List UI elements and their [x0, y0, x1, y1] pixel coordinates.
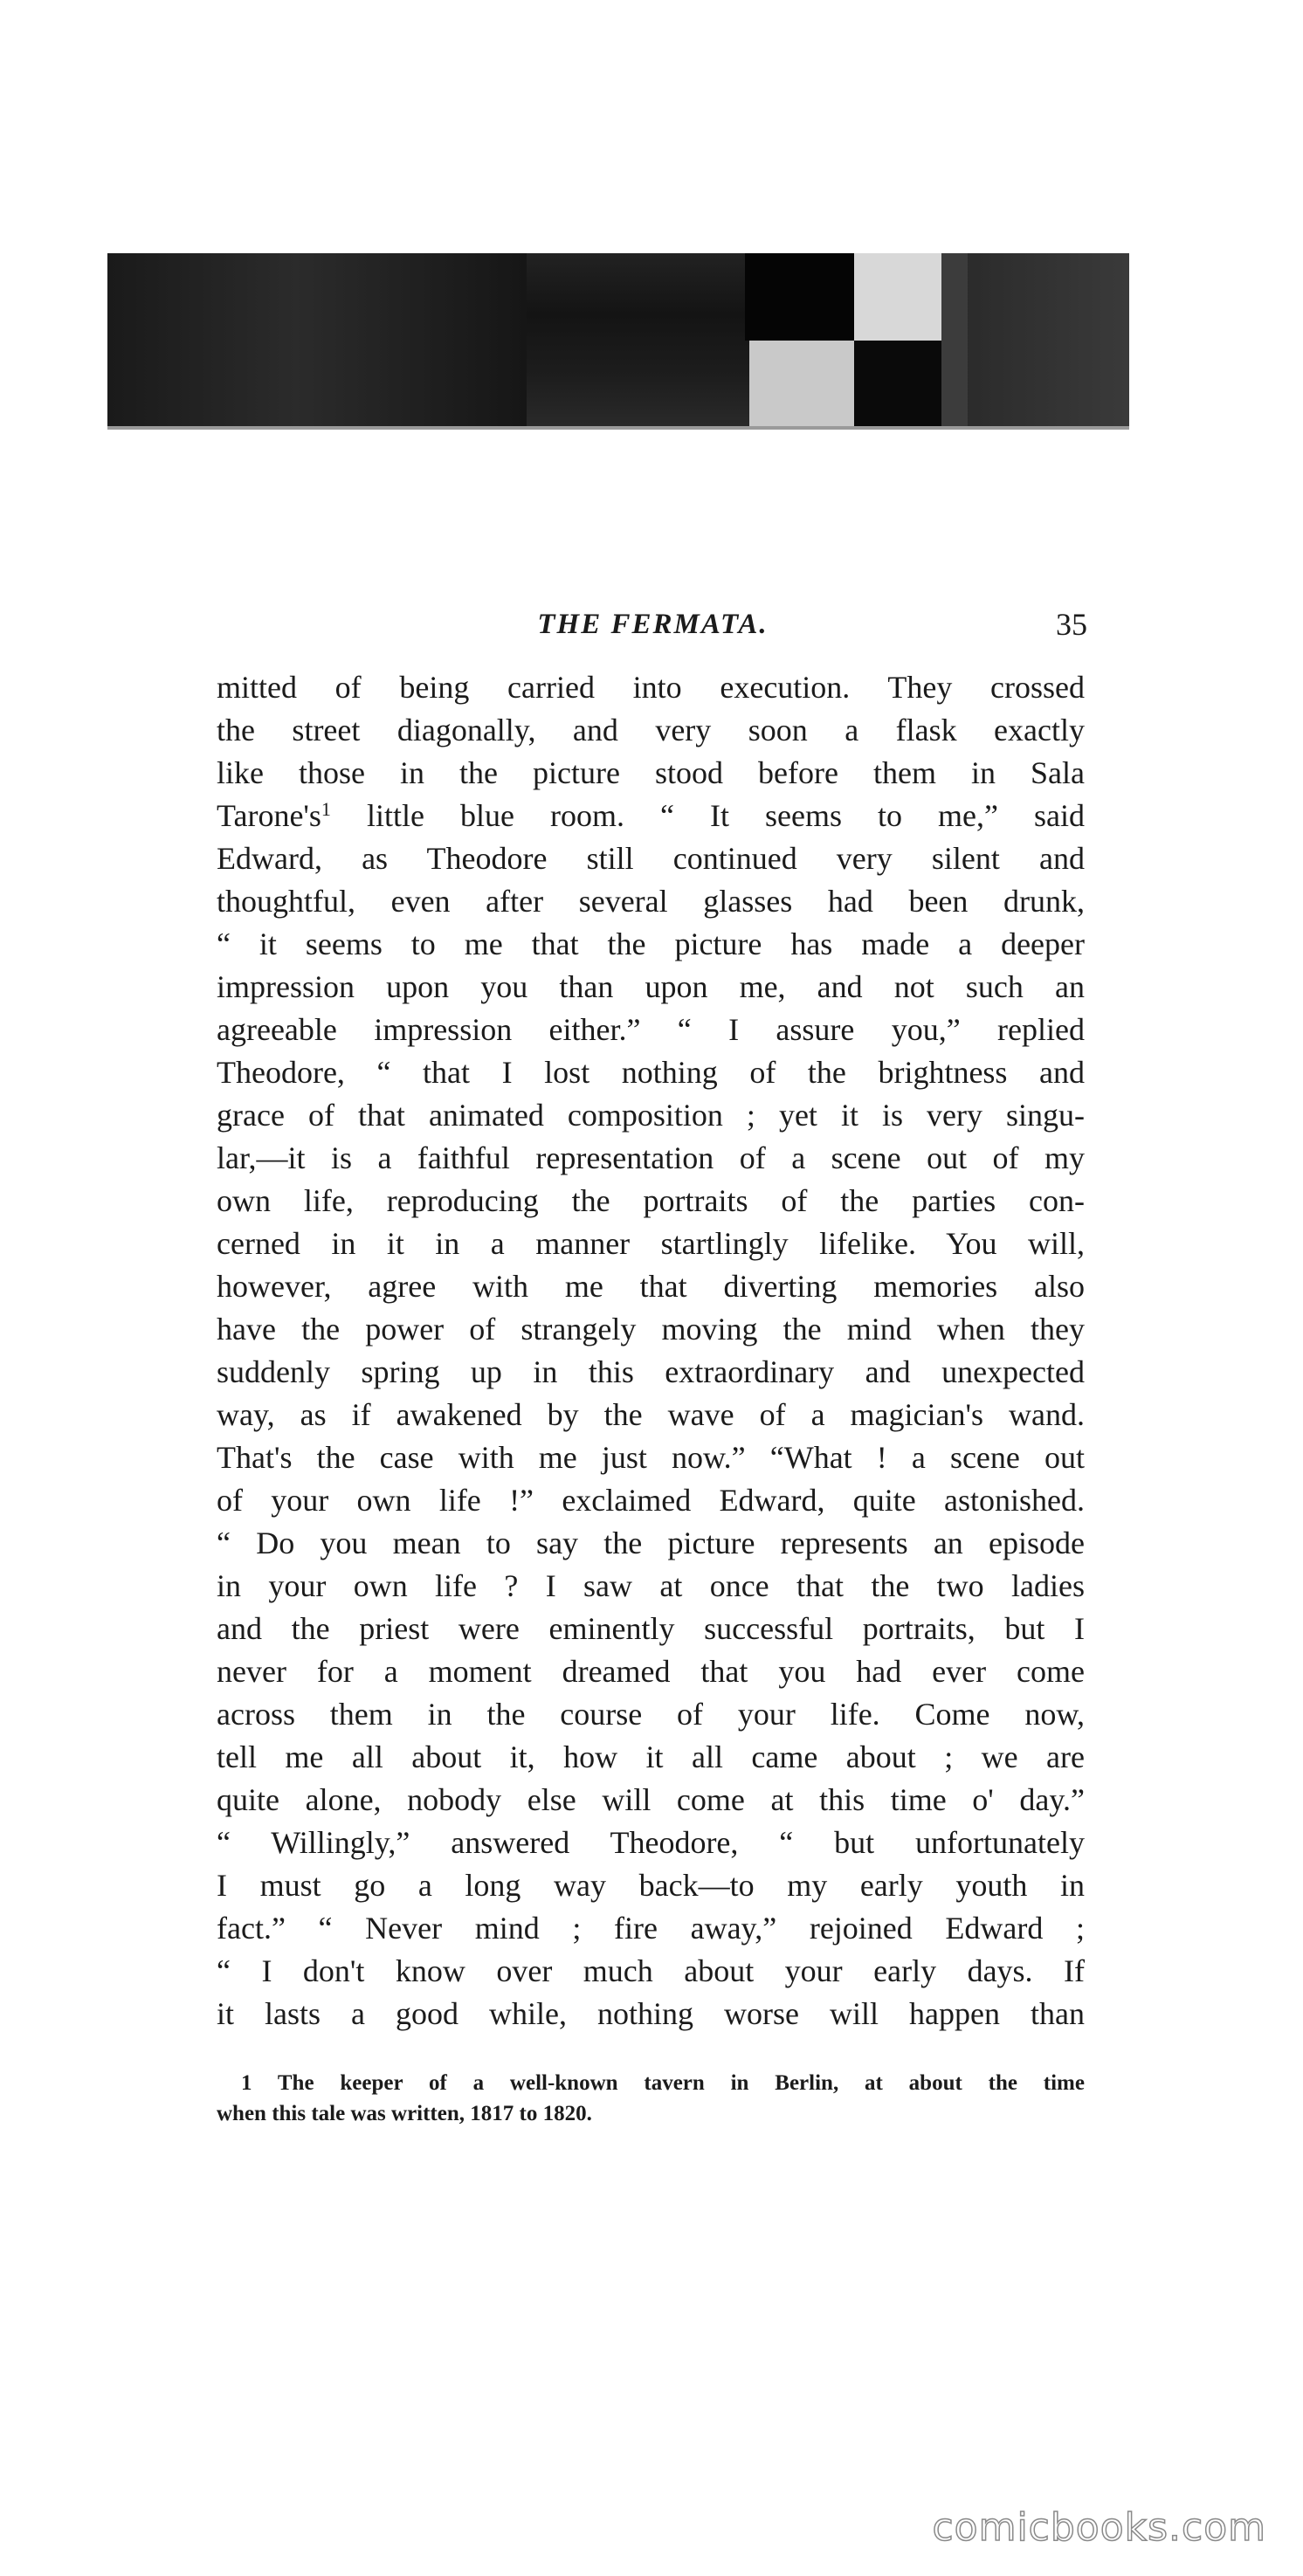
text-line: quite alone, nobody else will come at this time o' day.”	[217, 1782, 1085, 1817]
body-text	[217, 666, 1085, 2035]
text-line: impression upon you than upon me, and not such an	[217, 969, 1085, 1004]
running-head	[218, 603, 1087, 646]
text-line: mitted of being carried into execution. They crossed	[217, 670, 1085, 705]
text-line-start: Tarone's	[217, 798, 321, 833]
text-line: the street diagonally, and very soon a flask exactly	[217, 713, 1085, 747]
text-line: cerned in it in a manner startlingly lifelike. You will,	[217, 1226, 1085, 1261]
text-line: “ it seems to me that the picture has made a deeper	[217, 926, 1085, 961]
text-line: in your own life ? I saw at once that the two ladies	[217, 1568, 1085, 1603]
text-line: “ Willingly,” answered Theodore, “ but unfortunately	[217, 1825, 1085, 1860]
text-line: like those in the picture stood before them in Sala	[217, 755, 1085, 790]
text-line-rest: little blue room. “ It seems to me,” said	[366, 798, 1086, 833]
text-line: grace of that animated composition ; yet it is very singu-	[217, 1098, 1085, 1133]
band-light-block-lower	[749, 341, 854, 428]
text-line: across them in the course of your life. Come now,	[217, 1697, 1085, 1732]
band-rule	[107, 426, 1129, 430]
text-line: “ Do you mean to say the picture represents an episode	[217, 1526, 1085, 1560]
text-line: tell me all about it, how it all came about ; we are	[217, 1739, 1085, 1774]
footnote-marker: 1	[241, 2071, 252, 2095]
footnote	[217, 2068, 1085, 2129]
top-photograph-band	[107, 253, 1129, 428]
text-line: of your own life !” exclaimed Edward, quite astonished.	[217, 1483, 1085, 1518]
text-line: however, agree with me that diverting memories also	[217, 1269, 1085, 1304]
page-number: 35	[1056, 607, 1087, 642]
text-line: and the priest were eminently successful portraits, but I	[217, 1611, 1085, 1646]
text-line: Theodore, “ that I lost nothing of the brightness and	[217, 1055, 1085, 1090]
band-shading-left	[107, 253, 527, 428]
footnote-line	[217, 2068, 1085, 2098]
site-watermark: comicbooks.com	[932, 2505, 1266, 2550]
band-dark-block	[745, 253, 854, 341]
text-line: I must go a long way back—to my early youth in	[217, 1868, 1085, 1903]
footnote-line: when this tale was written, 1817 to 1820.	[217, 2102, 592, 2125]
footnote-reference: 1	[321, 798, 331, 820]
text-line: fact.” “ Never mind ; fire away,” rejoined Edward ;	[217, 1911, 1085, 1946]
text-line: thoughtful, even after several glasses had been drunk,	[217, 884, 1085, 919]
text-line: way, as if awakened by the wave of a magician's wand.	[217, 1397, 1085, 1432]
footnote-text: The keeper of a well-known tavern in Berlin, at about the time	[277, 2071, 1085, 2095]
text-line: agreeable impression either.” “ I assure you,” replied	[217, 1012, 1085, 1047]
band-light-block	[854, 253, 941, 341]
text-line	[217, 795, 1085, 837]
text-line: That's the case with me just now.” “What ! a scene out	[217, 1440, 1085, 1475]
text-line: lar,—it is a faithful representation of a scene out of my	[217, 1140, 1085, 1175]
text-line: own life, reproducing the portraits of the parties con-	[217, 1183, 1085, 1218]
band-grey-strip	[941, 253, 968, 428]
text-line: never for a moment dreamed that you had ever come	[217, 1654, 1085, 1689]
band-dark-block-lower	[854, 341, 950, 428]
text-line: “ I don't know over much about your early days. If	[217, 1953, 1085, 1988]
running-title: THE FERMATA.	[537, 609, 769, 640]
text-line: suddenly spring up in this extraordinary and unexpected	[217, 1354, 1085, 1389]
text-line: Edward, as Theodore still continued very silent and	[217, 841, 1085, 876]
text-line: it lasts a good while, nothing worse will happen than	[217, 1996, 1085, 2031]
text-line: have the power of strangely moving the mind when they	[217, 1312, 1085, 1347]
